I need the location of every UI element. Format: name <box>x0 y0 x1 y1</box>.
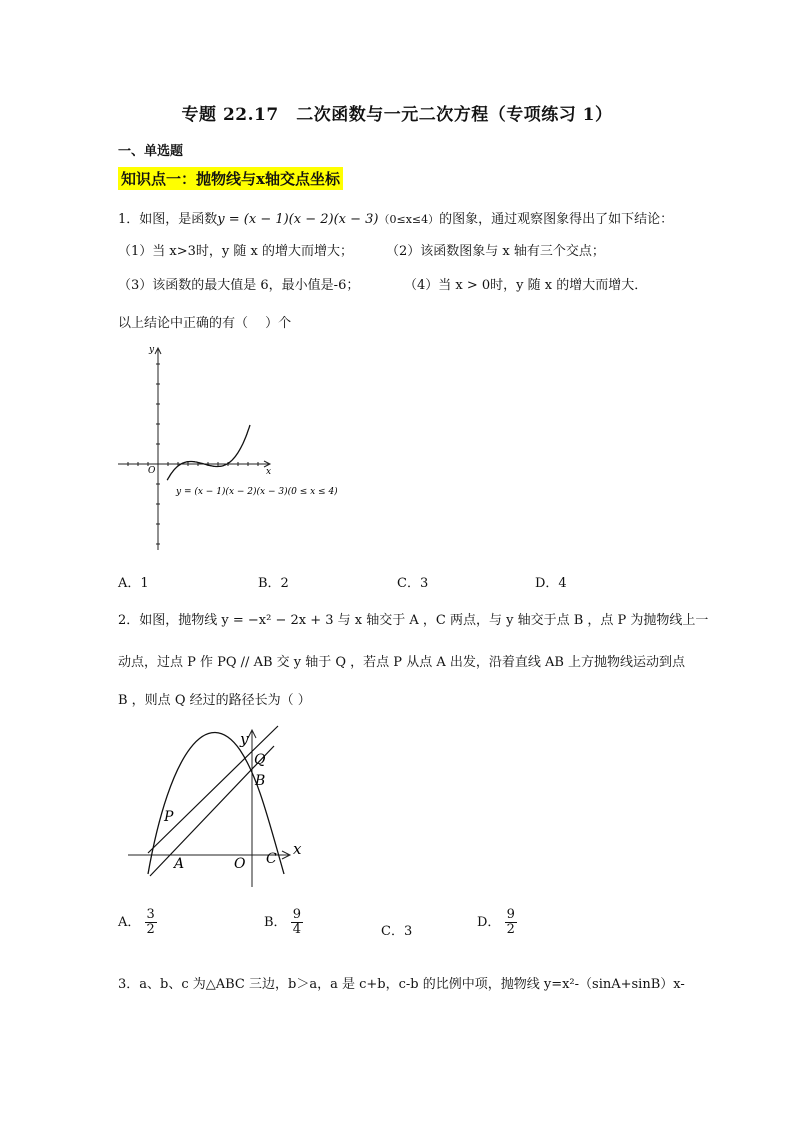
q1-range: （0≤x≤4） <box>378 213 440 226</box>
q1-caption: y = (x − 1)(x − 2)(x − 3)(0 ≤ x ≤ 4) <box>176 487 338 497</box>
q2-label-q: Q <box>254 752 266 768</box>
q2-option-d[interactable] <box>477 908 517 937</box>
knowledge-point-highlight: 知识点一：抛物线与x轴交点坐标 <box>118 167 343 190</box>
q1-stem-prefix: 1．如图，是函数 <box>118 212 218 227</box>
q1-stem <box>118 208 673 227</box>
q1-x-label: x <box>266 467 272 477</box>
q2-option-d-letter: D． <box>477 915 501 930</box>
q2-option-d-den: 2 <box>506 922 515 937</box>
q2-option-a-fraction <box>145 908 157 937</box>
q1-option-b[interactable]: B．2 <box>258 576 289 591</box>
q1-axis-ticks <box>128 364 258 544</box>
q1-option-c[interactable]: C．3 <box>397 576 429 591</box>
q2-label-b: B <box>255 773 266 789</box>
q1-stem-suffix: 的图象，通过观察图象得出了如下结论： <box>439 212 674 227</box>
q1-conclusion-2: （2）该函数图象与 x 轴有三个交点； <box>386 244 605 259</box>
q2-label-a: A <box>174 856 185 872</box>
q2-option-a[interactable] <box>118 908 157 937</box>
q2-option-b-num: 9 <box>292 907 301 922</box>
q2-option-b[interactable] <box>264 908 303 937</box>
q1-graph <box>118 340 338 555</box>
q1-option-d[interactable]: D．4 <box>535 576 567 591</box>
q2-option-d-num: 9 <box>506 907 515 922</box>
q2-option-b-den: 4 <box>292 922 301 937</box>
q2-option-c[interactable] <box>381 920 412 939</box>
q2-line-1: 2．如图，抛物线 y = −x² − 2x + 3 与 x 轴交于 A ，C 两点，与 y 轴交于点 B ，点 P 为抛物线上一 <box>118 613 709 628</box>
q2-line-2: 动点，过点 P 作 PQ // AB 交 y 轴于 Q ，若点 P 从点 A 出发，沿着直线 AB 上方抛物线运动到点 <box>118 655 686 670</box>
q2-option-b-fraction <box>291 908 303 937</box>
q3-line-1: 3．a、b、c 为△ABC 三边，b＞a，a 是 c+b，c-b 的比例中项，抛物线 y=x²-（sinA+sinB）x- <box>118 977 685 992</box>
q1-question: 以上结论中正确的有（ ）个 <box>118 316 292 331</box>
q2-option-b-letter: B． <box>264 915 287 930</box>
q1-origin-label: O <box>148 466 156 476</box>
q2-option-a-den: 2 <box>146 922 155 937</box>
q1-option-a[interactable]: A．1 <box>118 576 149 591</box>
q2-option-d-fraction <box>505 908 517 937</box>
q2-label-o: O <box>234 856 246 872</box>
section-heading: 一、单选题 <box>118 144 184 159</box>
q1-conclusion-1: （1）当 x>3时，y 随 x 的增大而增大； <box>118 244 353 259</box>
q2-option-c-value: 3 <box>403 924 413 939</box>
q1-conclusion-4: （4）当 x > 0时，y 随 x 的增大而增大． <box>404 278 648 293</box>
q2-label-p: P <box>164 809 174 825</box>
q2-line-3: B ，则点 Q 经过的路径长为（ ） <box>118 693 311 708</box>
q2-x-label: x <box>293 840 302 858</box>
q2-y-label: y <box>240 730 249 748</box>
q2-option-c-letter: C． <box>381 924 404 939</box>
q2-option-a-num: 3 <box>146 907 155 922</box>
q1-curve <box>167 425 250 480</box>
q2-option-a-letter: A． <box>118 915 141 930</box>
page-title: 专题 22.17 二次函数与一元二次方程（专项练习 1） <box>181 105 613 125</box>
q2-graph <box>118 722 318 892</box>
q1-function: y = (x − 1)(x − 2)(x − 3) <box>217 212 379 227</box>
q2-label-c: C <box>266 851 277 867</box>
q1-conclusion-3: （3）该函数的最大值是 6，最小值是-6； <box>118 278 360 293</box>
q1-y-label: y <box>149 345 155 355</box>
